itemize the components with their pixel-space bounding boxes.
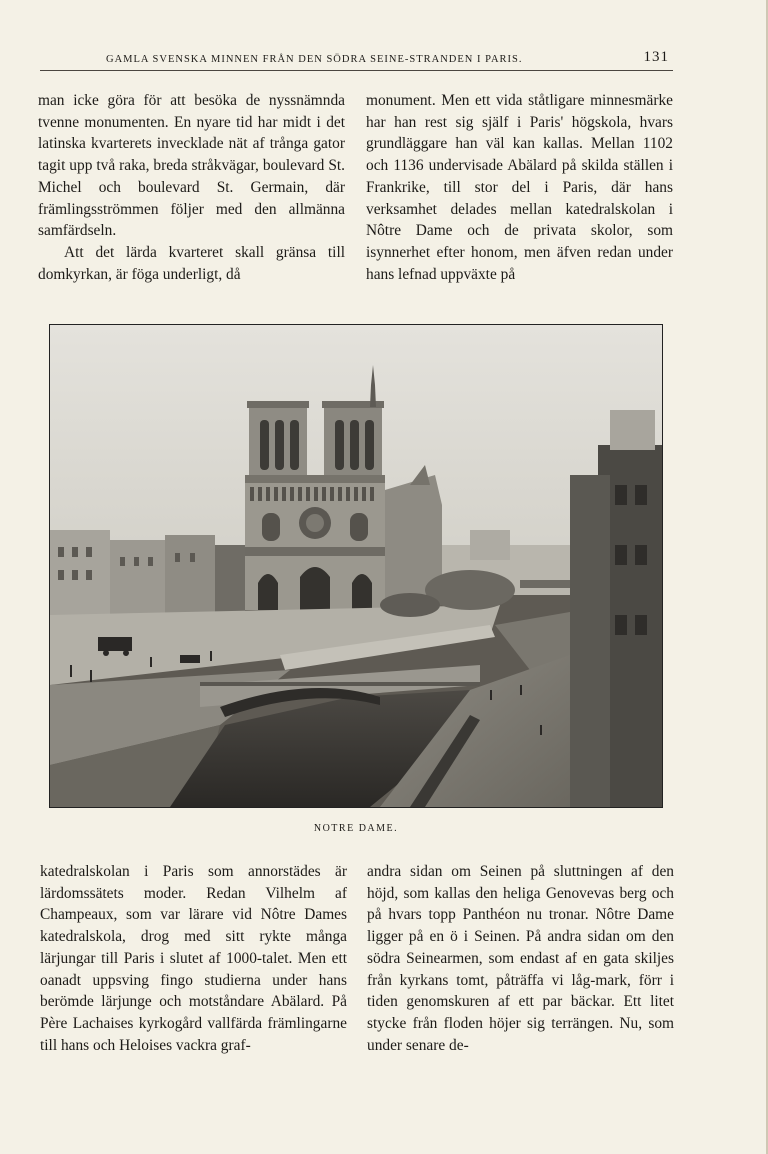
paragraph: katedralskolan i Paris som annorstädes är lärdomssätets moder. Redan Vilhelm af Champeaux, som var lärare vid Nôtre Dames katedralskola, drog med sitt rykte många lärjungar till Paris i slutet af 1000-talet. Men ett oanadt uppsving fingo studierna under hans berömde lärjunge och motståndare Abälard. På Père Lachaises kyrkogård vallfärda främlingarne till hans och Heloises vackra graf- [40, 863, 347, 1054]
paragraph: monument. Men ett vida ståtligare minnesmärke har han rest sig själf i Paris' högskola, hvars grundläggare han väl kan kallas. Mellan 1102 och 1136 undervisade Abälard på skilda ställen i Frankrike, till stor del i Paris, där hans verksamhet delades mellan katedralskolan i Nôtre Dame och de privata skolor, som isynnerhet efter honom, men äfven redan under hans lefnad uppväxte på [366, 92, 673, 283]
page-number: 131 [643, 49, 669, 65]
text-column-top-left [38, 90, 345, 285]
notre-dame-photograph [49, 324, 663, 808]
paragraph: andra sidan om Seinen på sluttningen af den höjd, som kallas den heliga Genovevas berg och på hvars topp Panthéon nu tronar. Nôtre Dame ligger på en ö i Seinen. På andra sidan om den södra Seinearmen, som endast af en gata skiljes från kyrkans tomt, påträffa vi låg-mark, förr i tiden genomskuren af ett par bäckar. Ett litet stycke från floden höjer sig terrängen. Nu, som under senare de- [367, 863, 674, 1054]
text-column-top-right [366, 90, 673, 285]
figure-caption: NOTRE DAME. [313, 823, 399, 834]
paragraph: man icke göra för att besöka de nyssnämnda tvenne monumenten. En nyare tid har midt i det latinska kvarterets invecklade nät af trånga gator tagit upp två raka, breda stråkvägar, boulevard St. Michel och boulevard St. Germain, där främlingsströmmen följer med den allmänna samfärdseln. [38, 92, 345, 240]
text-column-bottom-left [40, 861, 347, 1056]
text-column-bottom-right [367, 861, 674, 1056]
running-title: GAMLA SVENSKA MINNEN FRÅN DEN SÖDRA SEINE-STRANDEN I PARIS. [106, 54, 523, 65]
running-head [40, 48, 673, 71]
paragraph: Att det lärda kvarteret skall gränsa till domkyrkan, är föga underligt, då [38, 243, 345, 283]
